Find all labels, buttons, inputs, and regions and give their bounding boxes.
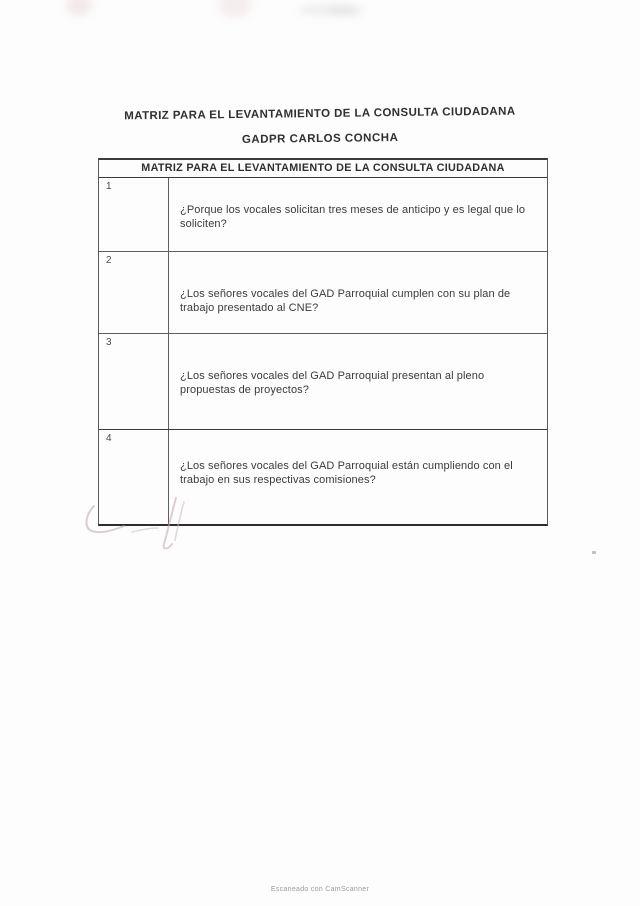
- camscanner-watermark: Escaneado con CamScanner: [270, 886, 370, 893]
- question-cell: [169, 178, 547, 251]
- question-cell: [169, 334, 547, 429]
- question-cell: [169, 430, 547, 524]
- question-cell: [169, 252, 547, 333]
- table-row: [99, 178, 547, 252]
- table-row: [99, 334, 547, 430]
- question-text: ¿Los señores vocales del GAD Parroquial presentan al pleno propuestas de proyectos?: [180, 370, 485, 396]
- scan-speck: [592, 551, 596, 554]
- question-text: ¿Los señores vocales del GAD Parroquial están cumpliendo con el trabajo en sus respectivas comisiones?: [180, 460, 513, 486]
- table-header: MATRIZ PARA EL LEVANTAMIENTO DE LA CONSULTA CIUDADANA: [99, 160, 547, 178]
- table-row: [99, 252, 547, 334]
- scan-smudge: [218, 0, 252, 18]
- row-number-cell: 2: [99, 252, 169, 333]
- consultation-matrix-table: [98, 158, 548, 526]
- scan-smudge: [330, 6, 364, 16]
- question-text: ¿Los señores vocales del GAD Parroquial cumplen con su plan de trabajo presentado al CNE?: [180, 288, 511, 314]
- table-row: [99, 430, 547, 524]
- question-text: ¿Porque los vocales solicitan tres meses de anticipo y es legal que lo soliciten?: [180, 204, 526, 230]
- document-title: MATRIZ PARA EL LEVANTAMIENTO DE LA CONSULTA CIUDADANA: [124, 105, 516, 123]
- row-number-cell: 3: [99, 334, 169, 429]
- row-number-cell: 1: [99, 178, 169, 251]
- document-header: [0, 104, 640, 149]
- row-number-cell: 4: [99, 430, 169, 524]
- scan-smudge: [298, 4, 358, 16]
- document-subtitle: GADPR CARLOS CONCHA: [241, 132, 399, 146]
- scan-smudge: [66, 0, 92, 16]
